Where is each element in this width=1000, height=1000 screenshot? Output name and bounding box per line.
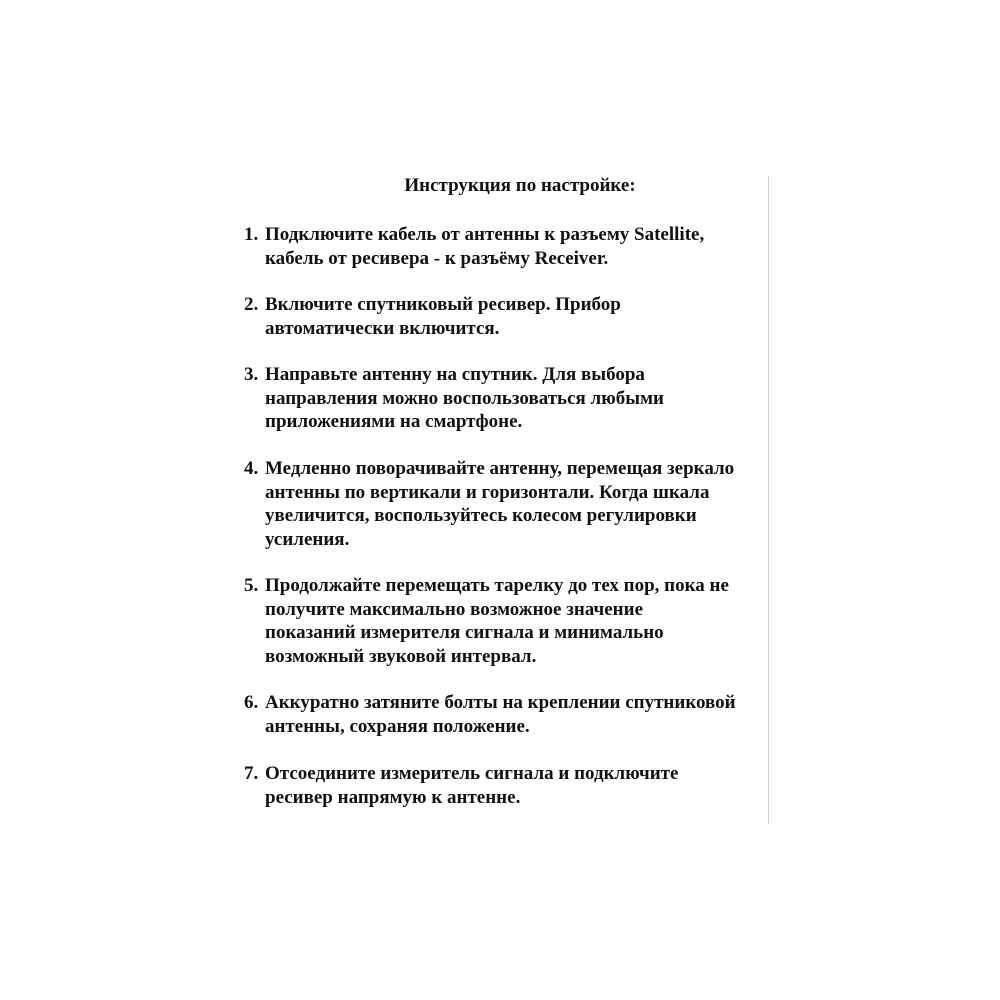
step-line: приложениями на смартфоне. [265,411,523,432]
step-line: увеличится, воспользуйтесь колесом регулировки [265,505,697,526]
step-line: Направьте антенну на спутник. Для выбора [265,364,645,385]
step-text [265,691,784,738]
step-line: Подключите кабель от антенны к разъему Satellite, [265,224,705,245]
step-number: 1. [244,224,259,245]
step-number: 7. [244,763,259,784]
instruction-step-5 [244,574,784,668]
step-number: 5. [244,575,259,596]
step-line: направления можно воспользоваться любыми [265,387,664,409]
step-number: 4. [244,458,259,479]
step-text [265,762,784,809]
step-line: ресивер напрямую к антенне. [265,786,521,808]
instruction-step-7 [244,762,784,809]
step-text [265,457,784,551]
instruction-step-4 [244,457,784,551]
step-line: усиления. [265,528,350,550]
instruction-step-6 [244,691,784,738]
instruction-step-1 [244,223,784,270]
step-number: 3. [244,364,259,385]
instruction-step-2 [244,293,784,340]
step-line: Аккуратно затяните болты на креплении спутниковой [265,692,736,713]
step-line: автоматически включится. [265,317,500,339]
step-text [265,363,784,434]
step-number: 6. [244,692,259,713]
page-title: Инструкция по настройке: [404,175,636,196]
instruction-step-3 [244,363,784,434]
step-line: Отсоедините измеритель сигнала и подключите [265,763,679,784]
step-text [265,293,784,340]
step-line: возможный звуковой интервал. [265,645,537,667]
step-line: получите максимально возможное значение [265,598,644,620]
step-line: Медленно поворачивайте антенну, перемещая зеркало [265,458,735,479]
step-line: кабель от ресивера - к разъёму Receiver. [265,247,609,269]
step-line: показаний измерителя сигнала и минимально [265,622,664,643]
step-text [265,574,784,668]
step-line: антенны, сохраняя положение. [265,715,530,737]
step-number: 2. [244,294,259,315]
step-line: Включите спутниковый ресивер. Прибор [265,294,621,315]
step-line: Продолжайте перемещать тарелку до тех пор, пока не [265,575,729,596]
step-line: антенны по вертикали и горизонтали. Когда шкала [265,481,710,503]
step-text [265,223,784,270]
